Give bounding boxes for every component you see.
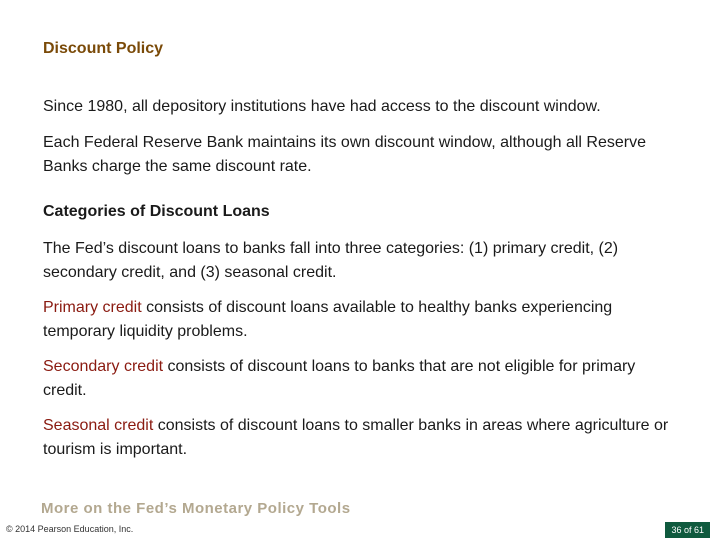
seasonal-credit-definition: consists of discount loans to smaller banks in areas where agriculture or tourism is important.: [43, 417, 669, 458]
paragraph-seasonal-credit: [43, 414, 683, 462]
slide-title: Discount Policy: [43, 40, 164, 57]
page-number-badge: 36 of 61: [665, 522, 710, 538]
copyright-notice: © 2014 Pearson Education, Inc.: [6, 524, 134, 534]
subheading-categories: Categories of Discount Loans: [43, 203, 270, 220]
primary-credit-definition: consists of discount loans available to healthy banks experiencing temporary liquidity problems.: [43, 299, 613, 340]
paragraph-since-1980: Since 1980, all depository institutions have had access to the discount window.: [43, 98, 601, 115]
term-seasonal-credit: Seasonal credit: [43, 417, 154, 434]
paragraph-federal-reserve-banks: Each Federal Reserve Bank maintains its own discount window, although all Reserve Banks charge the same discount rate.: [43, 134, 646, 175]
term-secondary-credit: Secondary credit: [43, 358, 164, 375]
paragraph-three-categories: The Fed’s discount loans to banks fall into three categories: (1) primary credit, (2) secondary credit, and (3) seasonal credit.: [43, 240, 619, 281]
secondary-credit-definition: consists of discount loans to banks that are not eligible for primary credit.: [43, 358, 636, 399]
paragraph-primary-credit: [43, 296, 683, 344]
footer-section-title: More on the Fed’s Monetary Policy Tools: [41, 500, 351, 517]
term-primary-credit: Primary credit: [43, 299, 142, 316]
paragraph-secondary-credit: [43, 355, 683, 403]
